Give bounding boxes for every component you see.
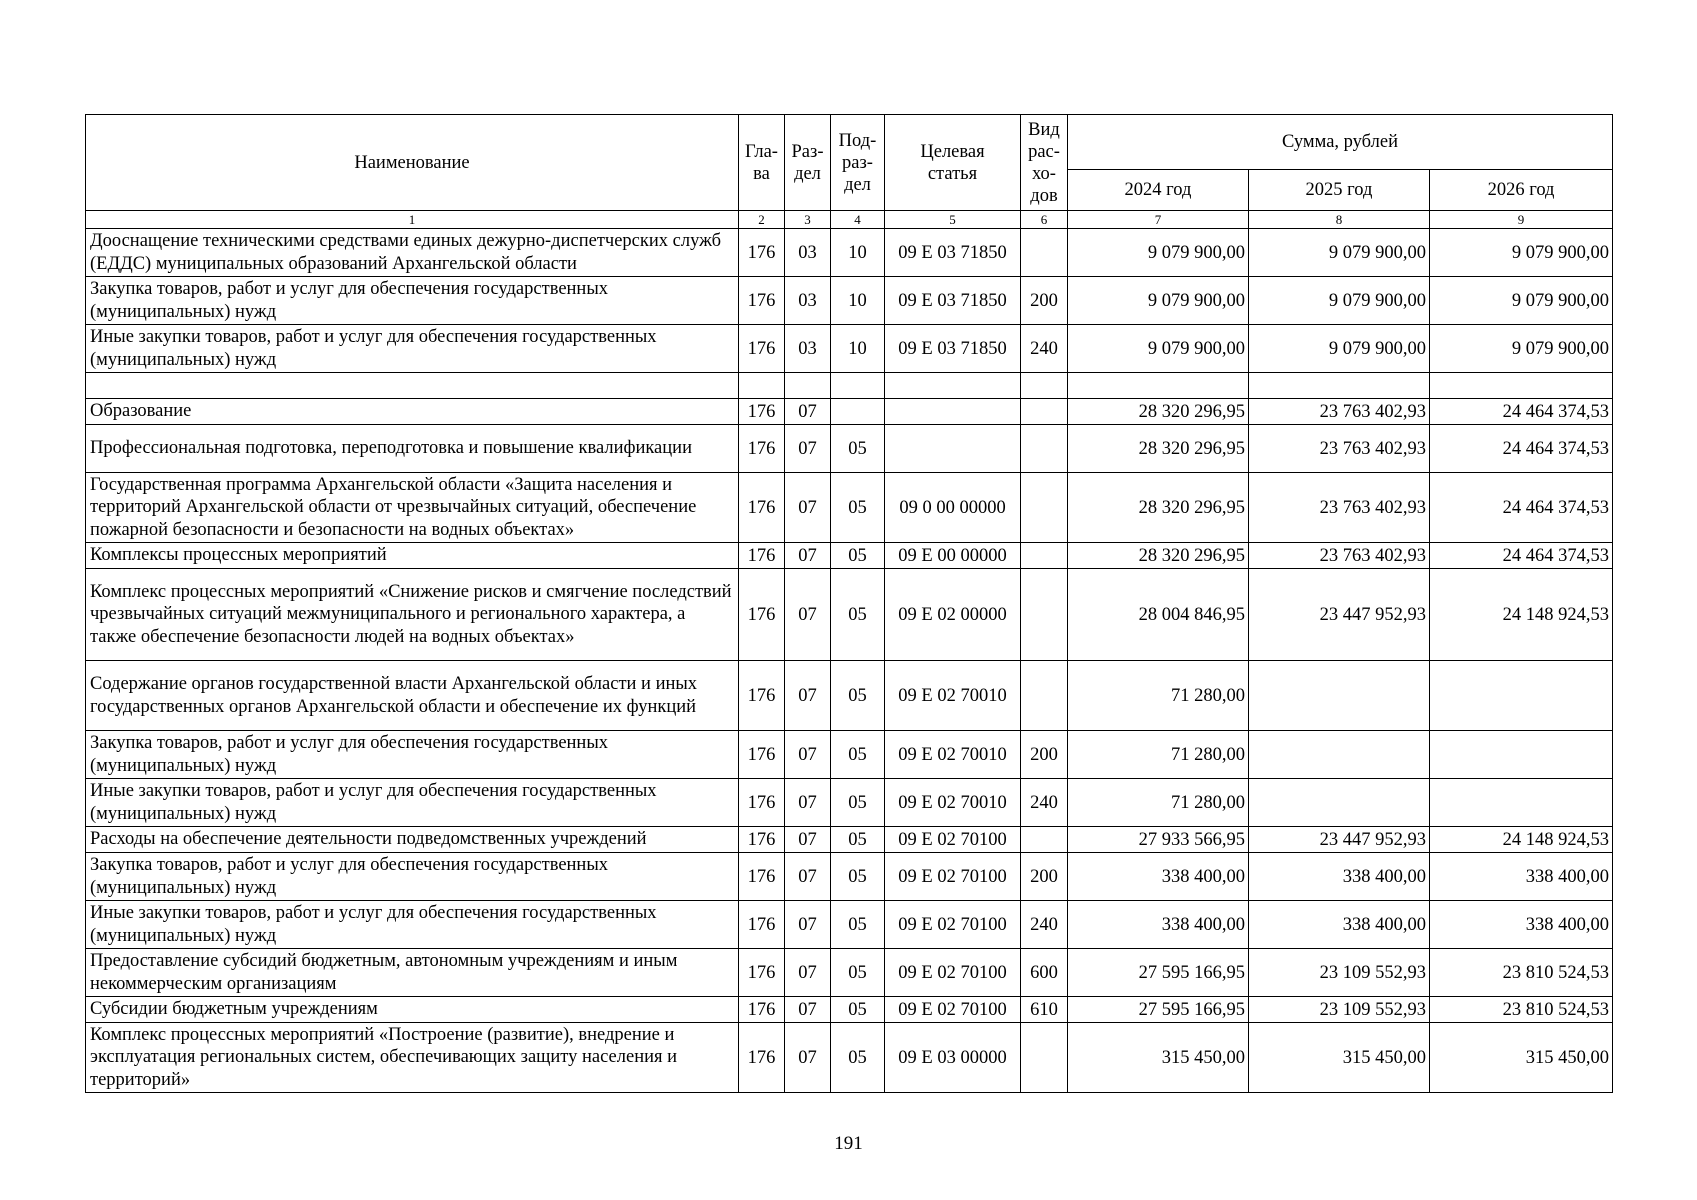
row-celevaya-statya: 09 Е 03 71850 bbox=[885, 325, 1021, 373]
row-razdel: 07 bbox=[785, 425, 831, 473]
row-razdel: 03 bbox=[785, 277, 831, 325]
row-podrazdel bbox=[831, 399, 885, 425]
table-row bbox=[86, 731, 1613, 779]
row-name: Государственная программа Архангельской области «Защита населения и территорий Архангельской области от чрезвычайных ситуаций, обеспечение пожарной безопасности и безопасности на водных объектах» bbox=[86, 473, 739, 543]
row-vid-rashodov bbox=[1021, 569, 1068, 661]
row-sum-2026: 24 148 924,53 bbox=[1430, 569, 1613, 661]
table-row bbox=[86, 277, 1613, 325]
row-sum-2024: 71 280,00 bbox=[1068, 731, 1249, 779]
row-razdel bbox=[785, 373, 831, 399]
row-podrazdel: 10 bbox=[831, 229, 885, 277]
row-razdel: 07 bbox=[785, 399, 831, 425]
table-row bbox=[86, 949, 1613, 997]
row-sum-2025: 9 079 900,00 bbox=[1249, 277, 1430, 325]
row-vid-rashodov bbox=[1021, 229, 1068, 277]
row-sum-2024: 338 400,00 bbox=[1068, 853, 1249, 901]
column-number: 4 bbox=[831, 211, 885, 229]
row-glava: 176 bbox=[739, 901, 785, 949]
row-sum-2025 bbox=[1249, 731, 1430, 779]
row-podrazdel: 05 bbox=[831, 827, 885, 853]
row-vid-rashodov: 610 bbox=[1021, 997, 1068, 1023]
row-sum-2024: 28 320 296,95 bbox=[1068, 399, 1249, 425]
table-row bbox=[86, 229, 1613, 277]
row-sum-2025: 23 447 952,93 bbox=[1249, 569, 1430, 661]
row-podrazdel: 05 bbox=[831, 569, 885, 661]
row-celevaya-statya: 09 Е 02 70010 bbox=[885, 779, 1021, 827]
column-number: 1 bbox=[86, 211, 739, 229]
row-sum-2024: 28 320 296,95 bbox=[1068, 543, 1249, 569]
row-celevaya-statya: 09 Е 02 70100 bbox=[885, 827, 1021, 853]
row-sum-2026 bbox=[1430, 373, 1613, 399]
row-sum-2025: 338 400,00 bbox=[1249, 853, 1430, 901]
page-number: 191 bbox=[834, 1133, 863, 1154]
row-name: Дооснащение техническими средствами единых дежурно-диспетчерских служб (ЕДДС) муниципальных образований Архангельской области bbox=[86, 229, 739, 277]
row-name: Закупка товаров, работ и услуг для обеспечения государственных (муниципальных) нужд bbox=[86, 853, 739, 901]
row-sum-2025: 23 763 402,93 bbox=[1249, 399, 1430, 425]
row-sum-2026: 338 400,00 bbox=[1430, 901, 1613, 949]
row-sum-2026: 23 810 524,53 bbox=[1430, 949, 1613, 997]
row-glava: 176 bbox=[739, 399, 785, 425]
row-sum-2024: 28 004 846,95 bbox=[1068, 569, 1249, 661]
column-number: 8 bbox=[1249, 211, 1430, 229]
row-podrazdel: 05 bbox=[831, 661, 885, 731]
row-name: Профессиональная подготовка, переподготовка и повышение квалификации bbox=[86, 425, 739, 473]
column-number: 6 bbox=[1021, 211, 1068, 229]
row-celevaya-statya bbox=[885, 425, 1021, 473]
header-year-2026: 2026 год bbox=[1430, 170, 1613, 211]
budget-table bbox=[85, 114, 1613, 1093]
row-razdel: 07 bbox=[785, 661, 831, 731]
row-sum-2024 bbox=[1068, 373, 1249, 399]
table-row bbox=[86, 543, 1613, 569]
row-glava: 176 bbox=[739, 1023, 785, 1093]
column-number: 9 bbox=[1430, 211, 1613, 229]
row-sum-2026: 9 079 900,00 bbox=[1430, 325, 1613, 373]
row-sum-2026: 24 148 924,53 bbox=[1430, 827, 1613, 853]
row-glava: 176 bbox=[739, 569, 785, 661]
table-row bbox=[86, 325, 1613, 373]
row-sum-2024: 28 320 296,95 bbox=[1068, 473, 1249, 543]
row-vid-rashodov bbox=[1021, 1023, 1068, 1093]
row-vid-rashodov: 200 bbox=[1021, 853, 1068, 901]
row-glava: 176 bbox=[739, 277, 785, 325]
row-glava bbox=[739, 373, 785, 399]
row-sum-2026: 24 464 374,53 bbox=[1430, 473, 1613, 543]
table-row bbox=[86, 901, 1613, 949]
row-name: Иные закупки товаров, работ и услуг для обеспечения государственных (муниципальных) нужд bbox=[86, 325, 739, 373]
row-razdel: 07 bbox=[785, 569, 831, 661]
table-row bbox=[86, 425, 1613, 473]
row-sum-2026: 315 450,00 bbox=[1430, 1023, 1613, 1093]
row-celevaya-statya: 09 Е 03 00000 bbox=[885, 1023, 1021, 1093]
row-sum-2025: 23 763 402,93 bbox=[1249, 473, 1430, 543]
row-vid-rashodov: 240 bbox=[1021, 901, 1068, 949]
row-celevaya-statya: 09 Е 02 70100 bbox=[885, 853, 1021, 901]
row-glava: 176 bbox=[739, 473, 785, 543]
table-row bbox=[86, 473, 1613, 543]
row-name: Комплексы процессных мероприятий bbox=[86, 543, 739, 569]
row-razdel: 07 bbox=[785, 827, 831, 853]
table-row bbox=[86, 1023, 1613, 1093]
column-number: 5 bbox=[885, 211, 1021, 229]
row-razdel: 03 bbox=[785, 229, 831, 277]
row-glava: 176 bbox=[739, 949, 785, 997]
row-podrazdel: 10 bbox=[831, 277, 885, 325]
row-sum-2025: 23 763 402,93 bbox=[1249, 425, 1430, 473]
row-podrazdel: 05 bbox=[831, 853, 885, 901]
column-number: 2 bbox=[739, 211, 785, 229]
row-celevaya-statya: 09 Е 02 70010 bbox=[885, 731, 1021, 779]
row-name: Закупка товаров, работ и услуг для обеспечения государственных (муниципальных) нужд bbox=[86, 731, 739, 779]
table-row bbox=[86, 779, 1613, 827]
row-name: Комплекс процессных мероприятий «Построение (развитие), внедрение и эксплуатация региональных систем, обеспечивающих защиту населения и территорий» bbox=[86, 1023, 739, 1093]
table-body bbox=[86, 229, 1613, 1093]
row-sum-2025: 9 079 900,00 bbox=[1249, 325, 1430, 373]
row-sum-2026: 24 464 374,53 bbox=[1430, 399, 1613, 425]
row-razdel: 07 bbox=[785, 543, 831, 569]
row-razdel: 07 bbox=[785, 731, 831, 779]
row-sum-2025 bbox=[1249, 779, 1430, 827]
row-sum-2026: 23 810 524,53 bbox=[1430, 997, 1613, 1023]
header-celevaya-statya: Целевая статья bbox=[885, 115, 1021, 211]
row-sum-2025: 23 109 552,93 bbox=[1249, 949, 1430, 997]
row-podrazdel: 05 bbox=[831, 779, 885, 827]
row-name: Иные закупки товаров, работ и услуг для обеспечения государственных (муниципальных) нужд bbox=[86, 779, 739, 827]
row-sum-2024: 71 280,00 bbox=[1068, 661, 1249, 731]
row-sum-2024: 71 280,00 bbox=[1068, 779, 1249, 827]
row-celevaya-statya: 09 Е 02 00000 bbox=[885, 569, 1021, 661]
row-podrazdel: 05 bbox=[831, 997, 885, 1023]
column-number: 7 bbox=[1068, 211, 1249, 229]
row-glava: 176 bbox=[739, 425, 785, 473]
row-sum-2026 bbox=[1430, 779, 1613, 827]
row-name: Образование bbox=[86, 399, 739, 425]
row-glava: 176 bbox=[739, 827, 785, 853]
row-glava: 176 bbox=[739, 997, 785, 1023]
table-header bbox=[86, 115, 1613, 229]
row-sum-2024: 27 933 566,95 bbox=[1068, 827, 1249, 853]
row-glava: 176 bbox=[739, 661, 785, 731]
row-podrazdel: 05 bbox=[831, 425, 885, 473]
row-name: Предоставление субсидий бюджетным, автономным учреждениям и иным некоммерческим организациям bbox=[86, 949, 739, 997]
row-podrazdel: 05 bbox=[831, 949, 885, 997]
row-name: Закупка товаров, работ и услуг для обеспечения государственных (муниципальных) нужд bbox=[86, 277, 739, 325]
row-sum-2026: 9 079 900,00 bbox=[1430, 229, 1613, 277]
row-vid-rashodov bbox=[1021, 399, 1068, 425]
row-razdel: 07 bbox=[785, 473, 831, 543]
row-sum-2026: 9 079 900,00 bbox=[1430, 277, 1613, 325]
row-celevaya-statya: 09 Е 00 00000 bbox=[885, 543, 1021, 569]
row-razdel: 07 bbox=[785, 853, 831, 901]
row-sum-2025 bbox=[1249, 373, 1430, 399]
row-vid-rashodov: 200 bbox=[1021, 731, 1068, 779]
row-podrazdel: 05 bbox=[831, 543, 885, 569]
row-vid-rashodov: 200 bbox=[1021, 277, 1068, 325]
row-celevaya-statya: 09 Е 03 71850 bbox=[885, 277, 1021, 325]
row-celevaya-statya: 09 Е 02 70100 bbox=[885, 901, 1021, 949]
row-glava: 176 bbox=[739, 543, 785, 569]
row-razdel: 07 bbox=[785, 779, 831, 827]
row-celevaya-statya bbox=[885, 399, 1021, 425]
row-sum-2026 bbox=[1430, 661, 1613, 731]
row-razdel: 03 bbox=[785, 325, 831, 373]
column-number: 3 bbox=[785, 211, 831, 229]
row-sum-2026 bbox=[1430, 731, 1613, 779]
table-row bbox=[86, 399, 1613, 425]
column-number-row bbox=[86, 211, 1613, 229]
row-glava: 176 bbox=[739, 779, 785, 827]
row-vid-rashodov: 240 bbox=[1021, 325, 1068, 373]
row-vid-rashodov bbox=[1021, 661, 1068, 731]
table-row bbox=[86, 997, 1613, 1023]
row-razdel: 07 bbox=[785, 949, 831, 997]
row-celevaya-statya bbox=[885, 373, 1021, 399]
header-year-2024: 2024 год bbox=[1068, 170, 1249, 211]
row-podrazdel: 05 bbox=[831, 901, 885, 949]
row-sum-2025 bbox=[1249, 661, 1430, 731]
row-sum-2025: 23 447 952,93 bbox=[1249, 827, 1430, 853]
row-sum-2025: 23 763 402,93 bbox=[1249, 543, 1430, 569]
row-vid-rashodov: 240 bbox=[1021, 779, 1068, 827]
row-sum-2026: 24 464 374,53 bbox=[1430, 425, 1613, 473]
row-vid-rashodov bbox=[1021, 425, 1068, 473]
row-glava: 176 bbox=[739, 229, 785, 277]
row-podrazdel: 05 bbox=[831, 1023, 885, 1093]
row-celevaya-statya: 09 Е 02 70100 bbox=[885, 949, 1021, 997]
header-razdel: Раз- дел bbox=[785, 115, 831, 211]
header-glava: Гла- ва bbox=[739, 115, 785, 211]
row-podrazdel bbox=[831, 373, 885, 399]
row-razdel: 07 bbox=[785, 1023, 831, 1093]
row-sum-2025: 9 079 900,00 bbox=[1249, 229, 1430, 277]
row-podrazdel: 10 bbox=[831, 325, 885, 373]
row-sum-2025: 315 450,00 bbox=[1249, 1023, 1430, 1093]
row-glava: 176 bbox=[739, 853, 785, 901]
row-sum-2025: 23 109 552,93 bbox=[1249, 997, 1430, 1023]
row-podrazdel: 05 bbox=[831, 473, 885, 543]
row-celevaya-statya: 09 Е 02 70100 bbox=[885, 997, 1021, 1023]
row-celevaya-statya: 09 Е 02 70010 bbox=[885, 661, 1021, 731]
row-vid-rashodov: 600 bbox=[1021, 949, 1068, 997]
row-razdel: 07 bbox=[785, 997, 831, 1023]
row-podrazdel: 05 bbox=[831, 731, 885, 779]
header-podrazdel: Под- раз- дел bbox=[831, 115, 885, 211]
row-vid-rashodov bbox=[1021, 373, 1068, 399]
row-sum-2024: 27 595 166,95 bbox=[1068, 949, 1249, 997]
row-name: Содержание органов государственной власти Архангельской области и иных государственных органов Архангельской области и обеспечение их функций bbox=[86, 661, 739, 731]
row-name bbox=[86, 373, 739, 399]
row-sum-2024: 28 320 296,95 bbox=[1068, 425, 1249, 473]
table-row bbox=[86, 373, 1613, 399]
row-vid-rashodov bbox=[1021, 473, 1068, 543]
table-row bbox=[86, 853, 1613, 901]
row-name: Субсидии бюджетным учреждениям bbox=[86, 997, 739, 1023]
header-summa: Сумма, рублей bbox=[1068, 115, 1613, 170]
header-vid-rashodov: Вид рас- хо- дов bbox=[1021, 115, 1068, 211]
row-sum-2026: 338 400,00 bbox=[1430, 853, 1613, 901]
row-name: Комплекс процессных мероприятий «Снижение рисков и смягчение последствий чрезвычайных ситуаций межмуниципального и регионального характера, а также обеспечение безопасности людей на водных объектах» bbox=[86, 569, 739, 661]
row-celevaya-statya: 09 0 00 00000 bbox=[885, 473, 1021, 543]
row-sum-2024: 9 079 900,00 bbox=[1068, 277, 1249, 325]
row-name: Расходы на обеспечение деятельности подведомственных учреждений bbox=[86, 827, 739, 853]
row-sum-2024: 9 079 900,00 bbox=[1068, 325, 1249, 373]
table-row bbox=[86, 827, 1613, 853]
row-glava: 176 bbox=[739, 325, 785, 373]
row-sum-2026: 24 464 374,53 bbox=[1430, 543, 1613, 569]
row-vid-rashodov bbox=[1021, 827, 1068, 853]
row-sum-2024: 338 400,00 bbox=[1068, 901, 1249, 949]
header-name: Наименование bbox=[86, 115, 739, 211]
row-sum-2025: 338 400,00 bbox=[1249, 901, 1430, 949]
row-celevaya-statya: 09 Е 03 71850 bbox=[885, 229, 1021, 277]
row-sum-2024: 9 079 900,00 bbox=[1068, 229, 1249, 277]
table-row bbox=[86, 661, 1613, 731]
row-name: Иные закупки товаров, работ и услуг для обеспечения государственных (муниципальных) нужд bbox=[86, 901, 739, 949]
header-year-2025: 2025 год bbox=[1249, 170, 1430, 211]
row-glava: 176 bbox=[739, 731, 785, 779]
row-razdel: 07 bbox=[785, 901, 831, 949]
table-row bbox=[86, 569, 1613, 661]
row-vid-rashodov bbox=[1021, 543, 1068, 569]
row-sum-2024: 315 450,00 bbox=[1068, 1023, 1249, 1093]
row-sum-2024: 27 595 166,95 bbox=[1068, 997, 1249, 1023]
